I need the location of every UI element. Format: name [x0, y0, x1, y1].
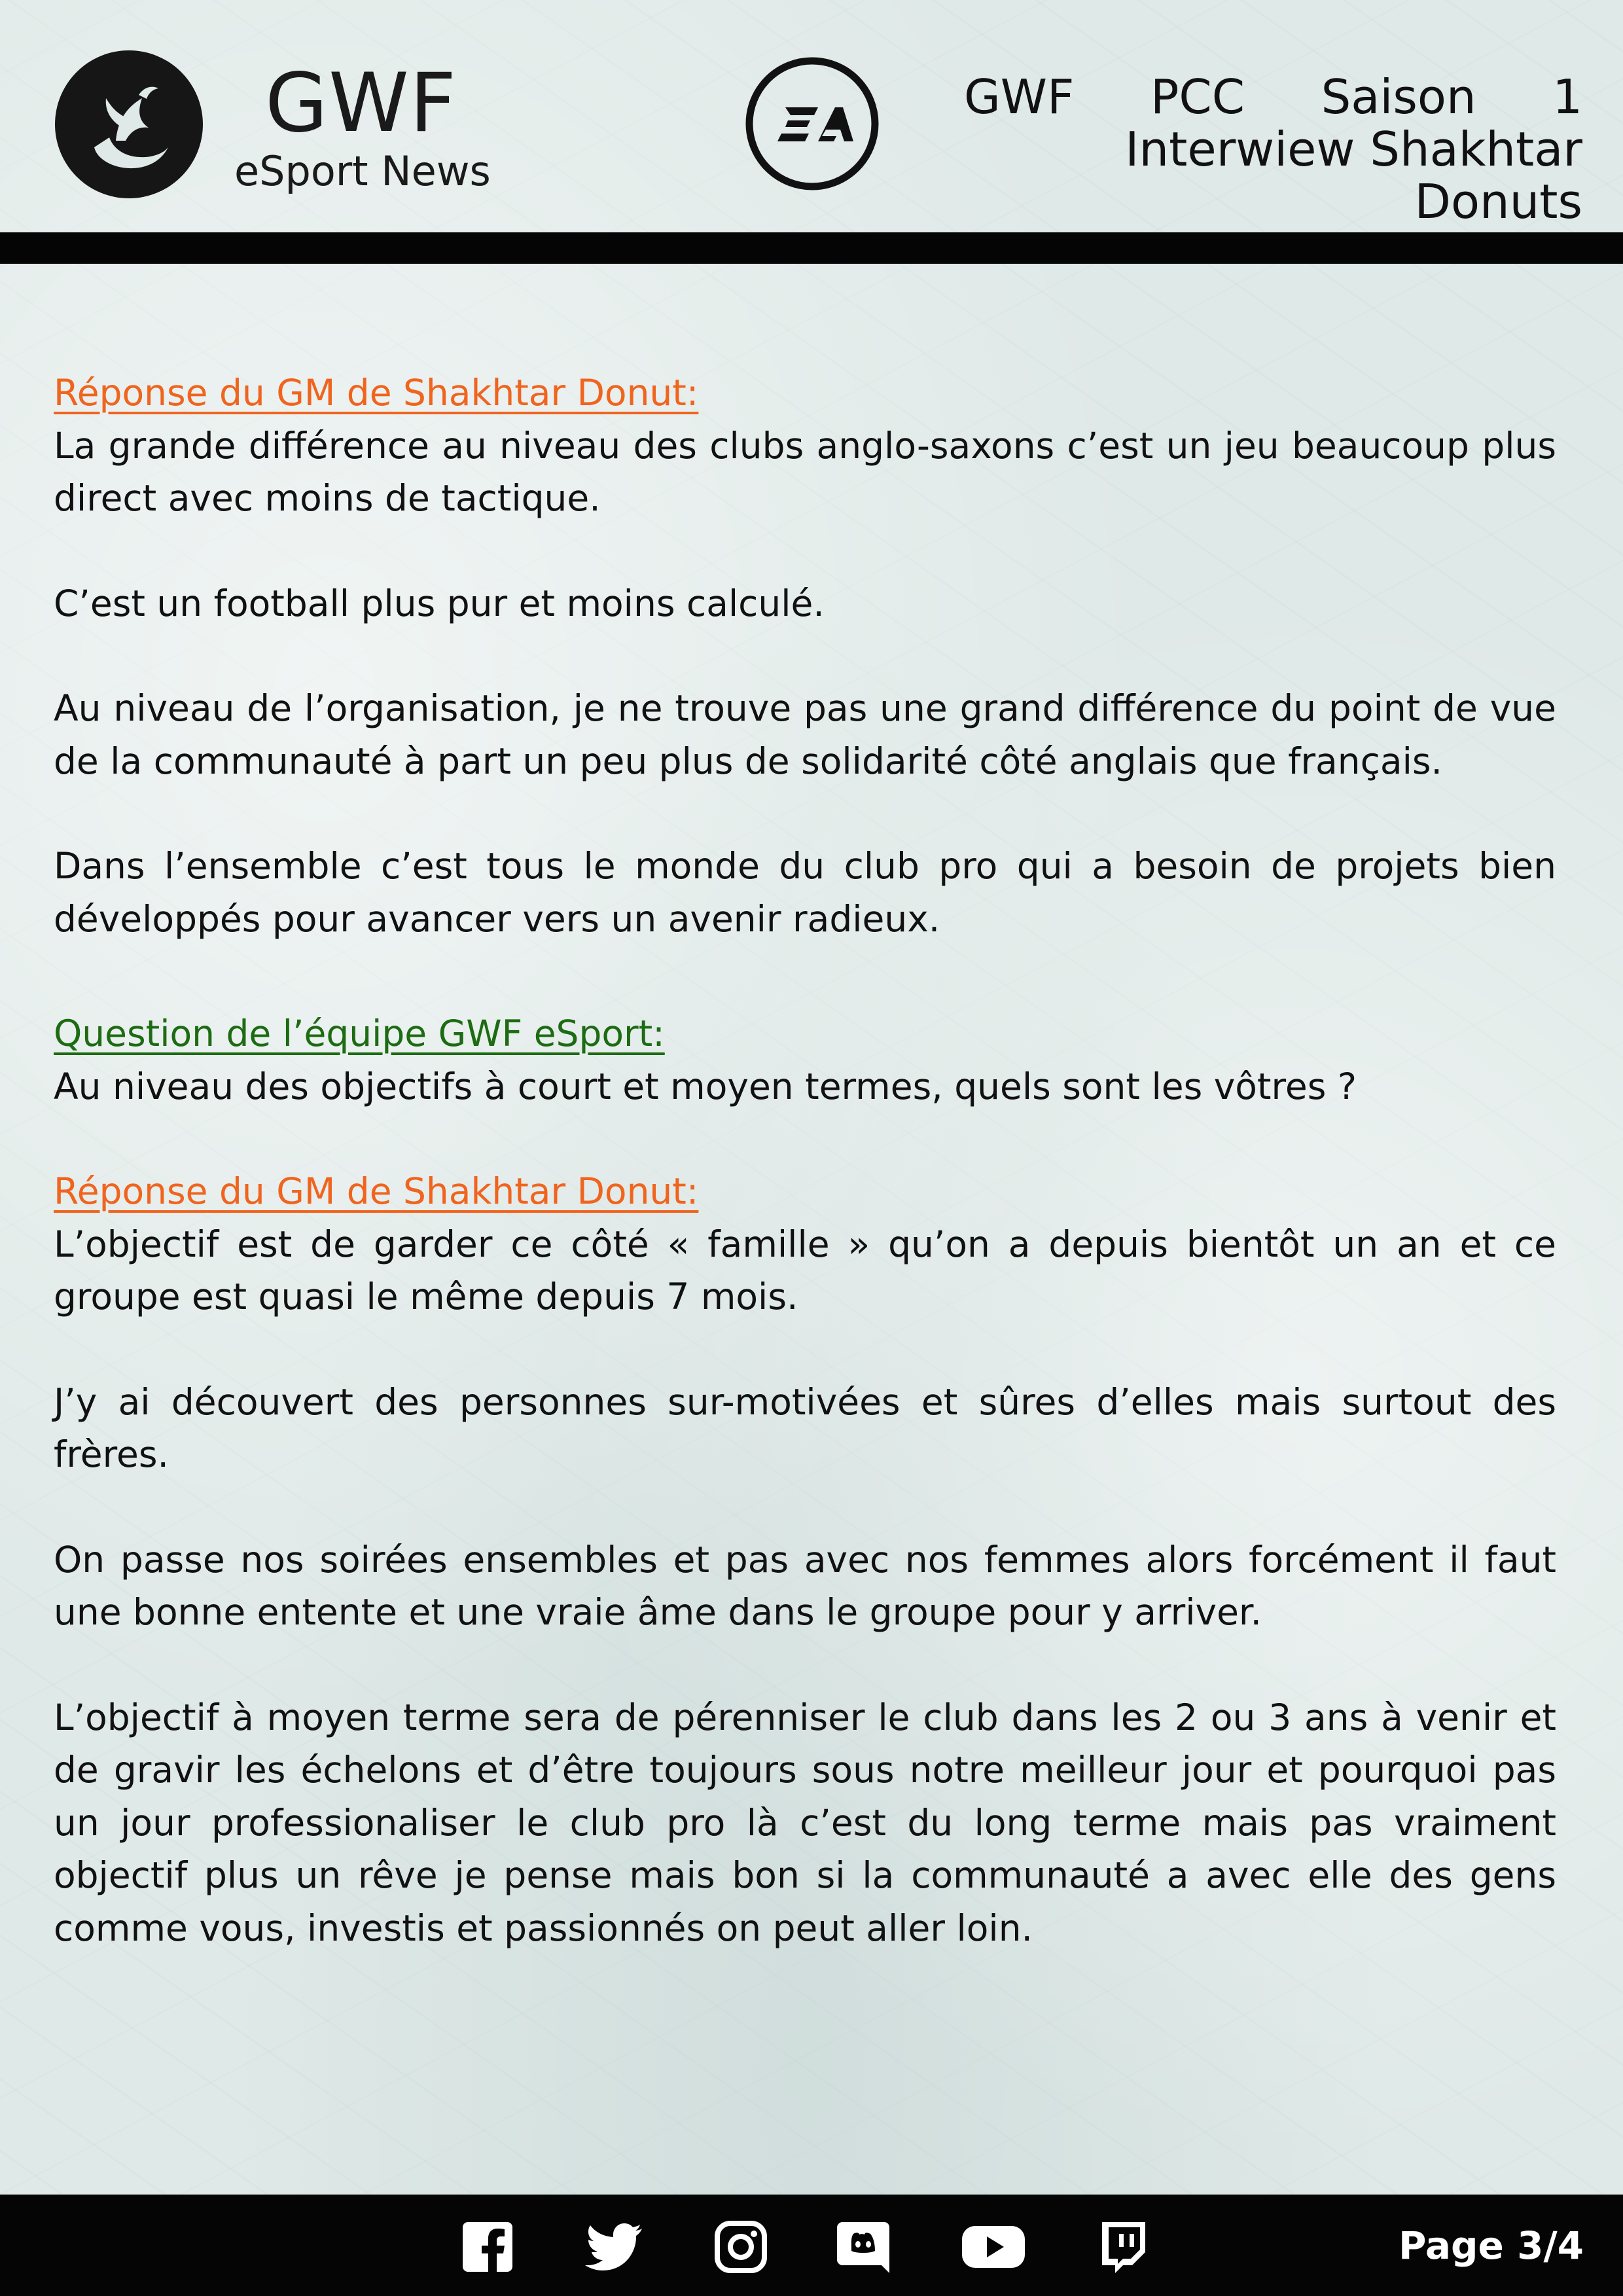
question-heading: Question de l’équipe GWF eSport:	[54, 1013, 665, 1054]
brand-title: GWF	[265, 56, 457, 151]
answer-heading: Réponse du GM de Shakhtar Donut:	[54, 372, 699, 414]
brand-subtitle: eSport News	[234, 147, 491, 195]
answer-heading: Réponse du GM de Shakhtar Donut:	[54, 1170, 699, 1212]
paragraph: On passe nos soirées ensembles et pas avec nos femmes alors forcément il faut une bonne entente et une vraie âme dans le groupe pour y arriver.	[54, 1538, 1556, 1633]
paragraph: L’objectif est de garder ce côté « famille » qu’on a depuis bientôt un an et ce groupe est quasi le même depuis 7 mois.	[54, 1223, 1556, 1318]
paragraph: Au niveau des objectifs à court et moyen termes, quels sont les vôtres ?	[54, 1065, 1357, 1107]
page-footer	[0, 2195, 1623, 2296]
header-divider-band	[0, 232, 1623, 264]
header-word: Saison	[1321, 69, 1476, 124]
twitter-icon[interactable]	[584, 2221, 643, 2273]
header-title-line1	[964, 71, 1582, 123]
page-number: Page 3/4	[1398, 2223, 1584, 2268]
ea-logo-icon	[745, 56, 880, 191]
paragraph: L’objectif à moyen terme sera de pérenniser le club dans les 2 ou 3 ans à venir et de gravir les échelons et d’être toujours sous notre meilleur jour et pourquoi pas un jour professionaliser le club pro là c’est du long terme mais pas vraiment objectif plus un rêve je pense mais bon si la communauté a avec elle des gens comme vous, investis et passionnés on peut aller loin.	[54, 1696, 1556, 1949]
header-title-line2: Interwiew Shakhtar Donuts	[1125, 122, 1582, 229]
twitch-icon[interactable]	[1098, 2221, 1148, 2273]
question-block	[54, 1007, 1556, 1113]
discord-icon[interactable]	[836, 2219, 891, 2274]
instagram-icon[interactable]	[715, 2221, 767, 2273]
youtube-icon[interactable]	[961, 2221, 1026, 2273]
paragraph: Dans l’ensemble c’est tous le monde du club pro qui a besoin de projets bien développés pour avancer vers un avenir radieux.	[54, 845, 1556, 940]
interview-body	[54, 367, 1556, 2007]
paragraph: C’est un football plus pur et moins calculé.	[54, 582, 825, 624]
paragraph: J’y ai découvert des personnes sur-motivées et sûres d’elles mais surtout des frères.	[54, 1380, 1556, 1475]
header-word: PCC	[1150, 69, 1245, 124]
header-word: GWF	[964, 69, 1075, 124]
paragraph: La grande différence au niveau des clubs anglo-saxons c’est un jeu beaucoup plus direct avec moins de tactique.	[54, 424, 1556, 519]
header-title-block	[964, 71, 1582, 228]
answer-block-2	[54, 1165, 1556, 1323]
page-header	[0, 0, 1623, 232]
paragraph: Au niveau de l’organisation, je ne trouve pas une grand différence du point de vue de la communauté à part un peu plus de solidarité côté anglais que français.	[54, 687, 1556, 782]
phoenix-logo-icon	[54, 49, 204, 200]
facebook-icon[interactable]	[461, 2221, 514, 2273]
header-word: 1	[1552, 69, 1582, 124]
answer-block-1	[54, 367, 1556, 525]
